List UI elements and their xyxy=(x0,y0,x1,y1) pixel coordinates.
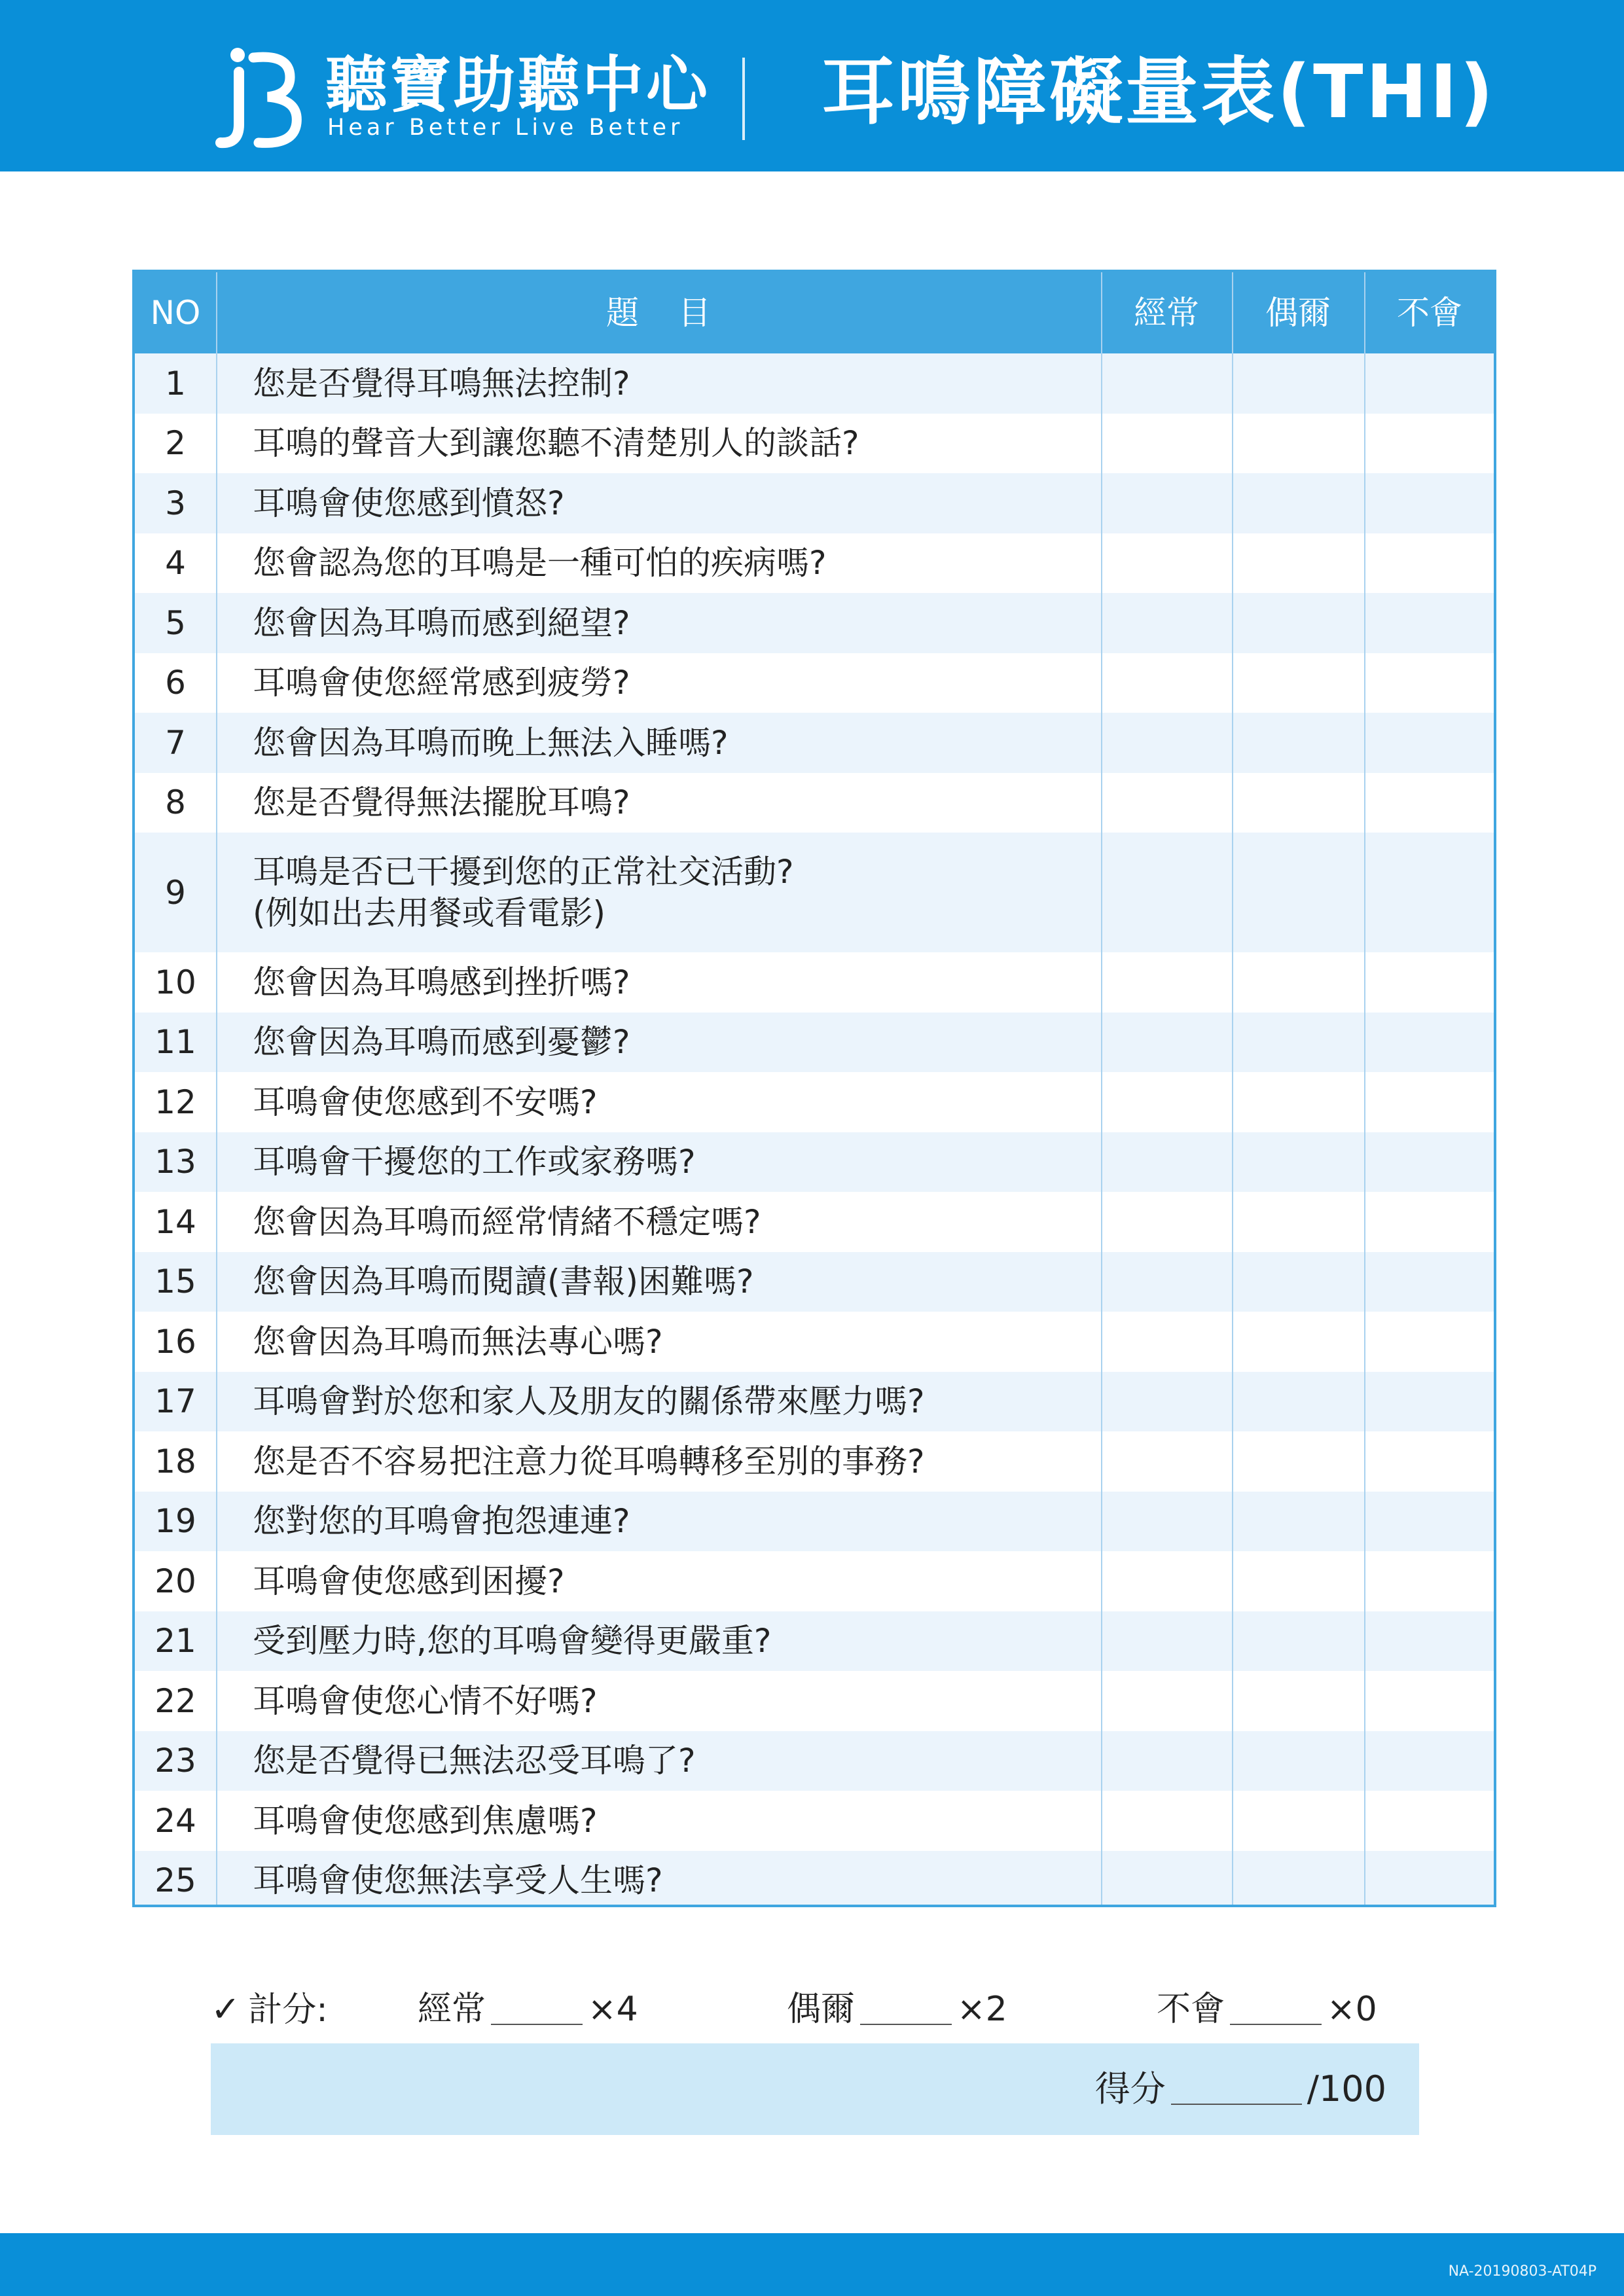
answer-cell-never[interactable] xyxy=(1364,353,1495,414)
question-line: 您會因為耳鳴而閱讀(書報)困難嗎? xyxy=(253,1263,754,1300)
row-number: 6 xyxy=(165,664,186,702)
table-row xyxy=(135,353,1494,414)
answer-cell-sometimes[interactable] xyxy=(1232,1132,1364,1193)
answer-cell-never[interactable] xyxy=(1364,1671,1495,1731)
table-row xyxy=(135,1551,1494,1611)
question-line: 您是否不容易把注意力從耳鳴轉移至別的事務? xyxy=(253,1442,925,1480)
table-row xyxy=(135,1192,1494,1252)
table-row xyxy=(135,1312,1494,1372)
answer-cell-often[interactable] xyxy=(1101,1252,1232,1312)
question-line: 耳鳴會使您無法享受人生嗎? xyxy=(253,1861,663,1899)
answer-cell-never[interactable] xyxy=(1364,1851,1495,1908)
answer-cell-sometimes[interactable] xyxy=(1232,1671,1364,1731)
score-sometimes-label: 偶爾 xyxy=(787,1990,856,2029)
question-line: 耳鳴會使您感到焦慮嗎? xyxy=(253,1801,598,1840)
scoring-label xyxy=(211,1986,328,2032)
question-line: 耳鳴是否已干擾到您的正常社交活動? xyxy=(253,853,794,891)
row-number: 22 xyxy=(154,1681,196,1720)
question-text xyxy=(253,593,1091,653)
answer-cell-sometimes[interactable] xyxy=(1232,952,1364,1013)
answer-cell-sometimes[interactable] xyxy=(1232,713,1364,773)
answer-cell-sometimes[interactable] xyxy=(1232,1431,1364,1492)
answer-cell-never[interactable] xyxy=(1364,1611,1495,1672)
row-number: 10 xyxy=(154,963,196,1001)
row-number: 4 xyxy=(165,544,186,583)
column-divider xyxy=(1364,272,1365,1905)
table-row xyxy=(135,1671,1494,1731)
answer-cell-never[interactable] xyxy=(1364,1492,1495,1552)
score-never-label: 不會 xyxy=(1157,1990,1225,2029)
question-line: (例如出去用餐或看電影) xyxy=(253,893,606,932)
table-row xyxy=(135,773,1494,833)
question-line: 耳鳴會使您感到不安嗎? xyxy=(253,1083,598,1121)
answer-cell-sometimes[interactable] xyxy=(1232,353,1364,414)
document-code: NA-20190803-AT04P xyxy=(1448,2263,1597,2280)
answer-cell-sometimes[interactable] xyxy=(1232,1611,1364,1672)
row-number: 14 xyxy=(154,1202,196,1241)
row-number: 2 xyxy=(165,424,186,463)
answer-cell-sometimes[interactable] xyxy=(1232,473,1364,533)
answer-cell-sometimes[interactable] xyxy=(1232,1492,1364,1552)
question-text xyxy=(253,1791,1091,1851)
row-number: 15 xyxy=(154,1263,196,1301)
answer-cell-sometimes[interactable] xyxy=(1232,1072,1364,1132)
row-number: 11 xyxy=(154,1023,196,1062)
answer-cell-often[interactable] xyxy=(1101,1671,1232,1731)
question-line: 耳鳴會使您感到憤怒? xyxy=(253,484,565,522)
answer-cell-never[interactable] xyxy=(1364,593,1495,653)
footer-bar xyxy=(0,2233,1624,2296)
row-number: 1 xyxy=(165,364,186,403)
table-row xyxy=(135,414,1494,474)
total-score xyxy=(1095,2043,1386,2135)
answer-cell-sometimes[interactable] xyxy=(1232,833,1364,952)
answer-cell-often[interactable] xyxy=(1101,653,1232,713)
total-score-box xyxy=(211,2043,1419,2135)
answer-cell-often[interactable] xyxy=(1101,1013,1232,1073)
score-sometimes xyxy=(787,1986,1007,2032)
score-never-blank[interactable] xyxy=(1230,1998,1322,2025)
answer-cell-often[interactable] xyxy=(1101,1611,1232,1672)
answer-cell-often[interactable] xyxy=(1101,533,1232,594)
scoring-label-text: 計分: xyxy=(248,1990,328,2030)
answer-cell-sometimes[interactable] xyxy=(1232,1312,1364,1372)
question-line: 您會因為耳鳴感到挫折嗎? xyxy=(253,963,630,1001)
answer-cell-often[interactable] xyxy=(1101,1312,1232,1372)
brand-logo-icon xyxy=(213,46,311,151)
question-text xyxy=(253,1013,1091,1073)
table-row xyxy=(135,1132,1494,1193)
total-score-blank[interactable] xyxy=(1171,2077,1302,2105)
answer-cell-never[interactable] xyxy=(1364,1791,1495,1851)
answer-cell-sometimes[interactable] xyxy=(1232,414,1364,474)
answer-cell-never[interactable] xyxy=(1364,533,1495,594)
answer-cell-sometimes[interactable] xyxy=(1232,653,1364,713)
answer-cell-often[interactable] xyxy=(1101,1372,1232,1432)
answer-cell-often[interactable] xyxy=(1101,1731,1232,1791)
answer-cell-sometimes[interactable] xyxy=(1232,1791,1364,1851)
answer-cell-never[interactable] xyxy=(1364,1132,1495,1193)
answer-cell-sometimes[interactable] xyxy=(1232,1372,1364,1432)
question-line: 您會因為耳鳴而晚上無法入睡嗎? xyxy=(253,723,729,762)
row-number: 21 xyxy=(154,1622,196,1660)
table-row xyxy=(135,952,1494,1013)
score-often-label: 經常 xyxy=(418,1990,486,2029)
question-line: 您對您的耳鳴會抱怨連連? xyxy=(253,1502,630,1540)
answer-cell-often[interactable] xyxy=(1101,833,1232,952)
table-body xyxy=(135,353,1494,1907)
question-text xyxy=(253,1312,1091,1372)
answer-cell-never[interactable] xyxy=(1364,713,1495,773)
table-row xyxy=(135,1851,1494,1908)
row-number: 19 xyxy=(154,1502,196,1541)
question-line: 您會認為您的耳鳴是一種可怕的疾病嗎? xyxy=(253,544,827,582)
question-text xyxy=(253,1671,1091,1731)
row-number: 17 xyxy=(154,1382,196,1421)
answer-cell-never[interactable] xyxy=(1364,1431,1495,1492)
question-text xyxy=(253,773,1091,833)
row-number: 18 xyxy=(154,1442,196,1480)
answer-cell-never[interactable] xyxy=(1364,773,1495,833)
question-line: 耳鳴會使您心情不好嗎? xyxy=(253,1681,598,1720)
row-number: 13 xyxy=(154,1143,196,1181)
question-text xyxy=(253,1192,1091,1252)
row-number: 23 xyxy=(154,1742,196,1780)
answer-cell-often[interactable] xyxy=(1101,952,1232,1013)
answer-cell-never[interactable] xyxy=(1364,1192,1495,1252)
table-row xyxy=(135,1431,1494,1492)
row-number: 25 xyxy=(154,1861,196,1900)
table-row xyxy=(135,653,1494,713)
answer-cell-never[interactable] xyxy=(1364,414,1495,474)
answer-cell-often[interactable] xyxy=(1101,1192,1232,1252)
score-often xyxy=(418,1986,638,2032)
table-row xyxy=(135,1372,1494,1432)
answer-cell-often[interactable] xyxy=(1101,773,1232,833)
row-number: 5 xyxy=(165,603,186,642)
question-text xyxy=(253,1431,1091,1492)
table-row xyxy=(135,1791,1494,1851)
answer-cell-never[interactable] xyxy=(1364,1731,1495,1791)
table-header xyxy=(135,272,1494,353)
question-line: 您會因為耳鳴而感到憂鬱? xyxy=(253,1023,630,1061)
question-line: 您是否覺得已無法忍受耳鳴了? xyxy=(253,1742,696,1780)
answer-cell-never[interactable] xyxy=(1364,653,1495,713)
question-text xyxy=(253,833,1091,952)
row-number: 8 xyxy=(165,783,186,822)
answer-cell-never[interactable] xyxy=(1364,1372,1495,1432)
question-line: 您是否覺得無法擺脫耳鳴? xyxy=(253,783,630,821)
answer-cell-never[interactable] xyxy=(1364,1072,1495,1132)
table-row xyxy=(135,1252,1494,1312)
answer-cell-sometimes[interactable] xyxy=(1232,1252,1364,1312)
answer-cell-sometimes[interactable] xyxy=(1232,533,1364,594)
header-sometimes: 偶爾 xyxy=(1265,294,1331,332)
checkmark-icon: ✓ xyxy=(211,1988,241,2030)
column-divider xyxy=(216,272,217,1905)
total-score-label: 得分 xyxy=(1094,2068,1166,2109)
header-question: 題目 xyxy=(606,294,750,332)
answer-cell-sometimes[interactable] xyxy=(1232,1013,1364,1073)
question-text xyxy=(253,1372,1091,1432)
answer-cell-often[interactable] xyxy=(1101,1132,1232,1193)
brand-tagline: Hear Better Live Better xyxy=(327,115,684,141)
answer-cell-often[interactable] xyxy=(1101,414,1232,474)
answer-cell-never[interactable] xyxy=(1364,473,1495,533)
question-text xyxy=(253,1072,1091,1132)
answer-cell-never[interactable] xyxy=(1364,1551,1495,1611)
table-row xyxy=(135,1013,1494,1073)
score-sometimes-blank[interactable] xyxy=(860,1998,952,2025)
question-text xyxy=(253,653,1091,713)
row-number: 20 xyxy=(154,1562,196,1600)
answer-cell-sometimes[interactable] xyxy=(1232,1731,1364,1791)
row-number: 16 xyxy=(154,1322,196,1361)
table-row xyxy=(135,1492,1494,1552)
row-number: 7 xyxy=(165,723,186,762)
row-number: 12 xyxy=(154,1083,196,1121)
question-text xyxy=(253,713,1091,773)
header-bar xyxy=(0,0,1624,171)
question-text xyxy=(253,1252,1091,1312)
score-often-blank[interactable] xyxy=(491,1998,583,2025)
table-row xyxy=(135,473,1494,533)
question-line: 耳鳴會使您感到困擾? xyxy=(253,1562,565,1600)
answer-cell-often[interactable] xyxy=(1101,473,1232,533)
thi-table xyxy=(132,270,1496,1907)
question-text xyxy=(253,1492,1091,1552)
question-text xyxy=(253,473,1091,533)
answer-cell-often[interactable] xyxy=(1101,1851,1232,1908)
question-line: 耳鳴會對於您和家人及朋友的關係帶來壓力嗎? xyxy=(253,1382,925,1420)
header-divider xyxy=(742,58,745,140)
table-row xyxy=(135,833,1494,952)
answer-cell-often[interactable] xyxy=(1101,1431,1232,1492)
answer-cell-sometimes[interactable] xyxy=(1232,1851,1364,1908)
answer-cell-never[interactable] xyxy=(1364,1013,1495,1073)
question-line: 您會因為耳鳴而感到絕望? xyxy=(253,603,630,642)
score-never xyxy=(1157,1986,1377,2032)
question-line: 耳鳴會干擾您的工作或家務嗎? xyxy=(253,1143,696,1181)
question-text xyxy=(253,952,1091,1013)
answer-cell-often[interactable] xyxy=(1101,713,1232,773)
score-never-multiplier: ×0 xyxy=(1327,1990,1377,2029)
answer-cell-never[interactable] xyxy=(1364,1252,1495,1312)
answer-cell-sometimes[interactable] xyxy=(1232,773,1364,833)
score-often-multiplier: ×4 xyxy=(588,1990,638,2029)
column-divider xyxy=(1101,272,1102,1905)
header-never: 不會 xyxy=(1397,294,1462,332)
table-row xyxy=(135,1731,1494,1791)
question-text xyxy=(253,1551,1091,1611)
header-often: 經常 xyxy=(1134,294,1199,332)
row-number: 9 xyxy=(165,873,186,912)
answer-cell-often[interactable] xyxy=(1101,1492,1232,1552)
question-line: 耳鳴會使您經常感到疲勞? xyxy=(253,664,630,702)
table-row xyxy=(135,533,1494,594)
question-text xyxy=(253,414,1091,474)
answer-cell-often[interactable] xyxy=(1101,353,1232,414)
header-no: NO xyxy=(150,294,201,332)
column-divider xyxy=(1232,272,1233,1905)
table-row xyxy=(135,1072,1494,1132)
answer-cell-often[interactable] xyxy=(1101,1072,1232,1132)
score-sometimes-multiplier: ×2 xyxy=(957,1990,1007,2029)
question-text xyxy=(253,1611,1091,1672)
answer-cell-sometimes[interactable] xyxy=(1232,1551,1364,1611)
table-row xyxy=(135,593,1494,653)
answer-cell-never[interactable] xyxy=(1364,833,1495,952)
answer-cell-never[interactable] xyxy=(1364,1312,1495,1372)
question-text xyxy=(253,1731,1091,1791)
answer-cell-sometimes[interactable] xyxy=(1232,1192,1364,1252)
question-text xyxy=(253,1132,1091,1193)
question-line: 您會因為耳鳴而經常情緒不穩定嗎? xyxy=(253,1202,761,1241)
question-text xyxy=(253,353,1091,414)
document-title: 耳鳴障礙量表(THI) xyxy=(821,50,1496,135)
question-line: 您會因為耳鳴而無法專心嗎? xyxy=(253,1322,663,1361)
row-number: 24 xyxy=(154,1801,196,1840)
question-text xyxy=(253,533,1091,594)
question-line: 您是否覺得耳鳴無法控制? xyxy=(253,364,630,403)
answer-cell-never[interactable] xyxy=(1364,952,1495,1013)
answer-cell-often[interactable] xyxy=(1101,1791,1232,1851)
answer-cell-often[interactable] xyxy=(1101,1551,1232,1611)
question-text xyxy=(253,1851,1091,1908)
brand-name: 聽寶助聽中心 xyxy=(325,50,711,121)
question-line: 耳鳴的聲音大到讓您聽不清楚別人的談話? xyxy=(253,424,859,462)
row-number: 3 xyxy=(165,484,186,522)
answer-cell-often[interactable] xyxy=(1101,593,1232,653)
question-line: 受到壓力時,您的耳鳴會變得更嚴重? xyxy=(253,1622,772,1660)
table-row xyxy=(135,713,1494,773)
answer-cell-sometimes[interactable] xyxy=(1232,593,1364,653)
total-score-max: /100 xyxy=(1307,2068,1386,2109)
table-row xyxy=(135,1611,1494,1672)
